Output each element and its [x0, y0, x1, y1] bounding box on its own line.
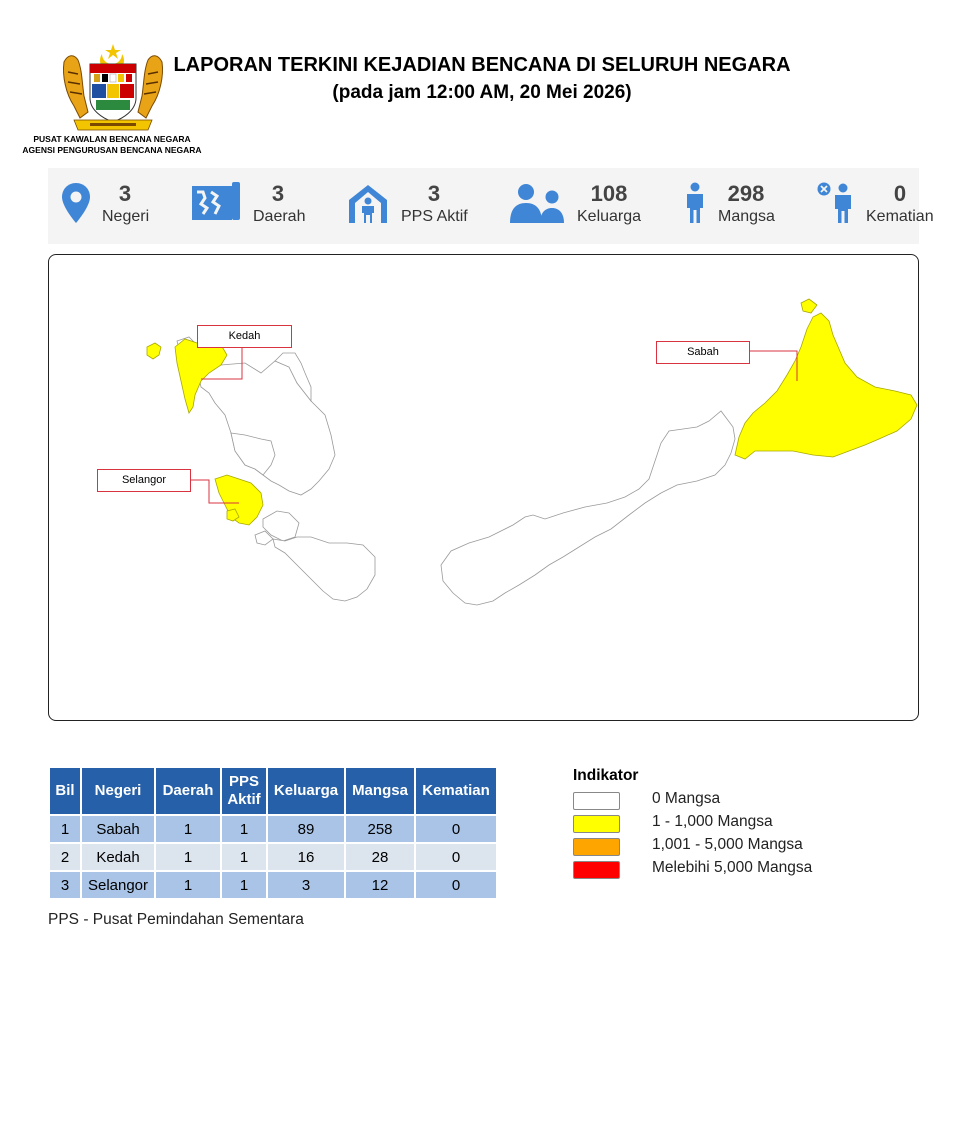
cell-daerah: 1 — [156, 844, 220, 870]
cell-keluarga: 16 — [268, 844, 344, 870]
stat-pps-value: 3 — [427, 181, 441, 206]
cell-mangsa: 258 — [346, 816, 414, 842]
header-negeri: Negeri — [82, 768, 154, 814]
table-header-row — [50, 768, 496, 814]
cell-kematian: 0 — [416, 844, 496, 870]
stat-keluarga-label: Keluarga — [577, 208, 642, 225]
legend-label-3: Melebihi 5,000 Mangsa — [652, 859, 813, 876]
stat-mangsa-label: Mangsa — [718, 208, 775, 225]
cell-pps-aktif: 1 — [222, 816, 266, 842]
org-name-line-1: PUSAT KAWALAN BENCANA NEGARA — [33, 134, 191, 144]
map-label-kedah: Kedah — [197, 325, 292, 348]
map-label-selangor: Selangor — [97, 469, 191, 492]
report-subtitle: (pada jam 12:00 AM, 20 Mei 2026) — [332, 82, 632, 103]
cell-bil: 1 — [50, 816, 80, 842]
death-icon — [817, 182, 855, 229]
legend-swatch-3 — [573, 861, 620, 879]
legend-label-2: 1,001 - 5,000 Mangsa — [652, 836, 803, 853]
legend-swatch-0 — [573, 792, 620, 810]
header-bil: Bil — [50, 768, 80, 814]
legend-swatch-1 — [573, 815, 620, 833]
org-name-line-2: AGENSI PENGURUSAN BENCANA NEGARA — [22, 145, 202, 155]
cell-pps-aktif: 1 — [222, 844, 266, 870]
cell-negeri: Selangor — [82, 872, 154, 898]
stat-kematian-label: Kematian — [866, 208, 934, 225]
header-kematian: Kematian — [416, 768, 496, 814]
legend-label-0: 0 Mangsa — [652, 790, 721, 807]
stat-kematian-value: 0 — [893, 181, 907, 206]
malaysia-disaster-map — [48, 254, 919, 721]
table-row — [50, 816, 496, 842]
table-row — [50, 872, 496, 898]
cell-negeri: Kedah — [82, 844, 154, 870]
disaster-summary-table — [48, 766, 498, 900]
map-pin-icon — [61, 182, 91, 229]
map-region-langkawi — [147, 343, 161, 359]
header-pps-aktif-text: PPS Aktif — [227, 773, 261, 808]
legend-title: Indikator — [573, 767, 639, 784]
legend-label-1: 1 - 1,000 Mangsa — [652, 813, 773, 830]
header-keluarga: Keluarga — [268, 768, 344, 814]
stat-negeri-value: 3 — [118, 181, 132, 206]
cell-keluarga: 89 — [268, 816, 344, 842]
stat-daerah-label: Daerah — [253, 208, 306, 225]
stat-pps-label: PPS Aktif — [401, 208, 468, 225]
cell-mangsa: 12 — [346, 872, 414, 898]
cell-bil: 3 — [50, 872, 80, 898]
map-region-sabah — [735, 313, 917, 459]
stat-keluarga-value: 108 — [590, 181, 628, 206]
report-title: LAPORAN TERKINI KEJADIAN BENCANA DI SELURUH NEGARA — [173, 54, 791, 76]
cell-daerah: 1 — [156, 872, 220, 898]
shelter-icon — [347, 182, 389, 229]
stat-daerah-value: 3 — [271, 181, 285, 206]
malaysia-coat-of-arms-icon — [60, 42, 166, 132]
stats-bar — [48, 168, 934, 244]
cell-daerah: 1 — [156, 816, 220, 842]
cell-mangsa: 28 — [346, 844, 414, 870]
map-region-selangor — [215, 475, 263, 525]
map-region-sabah-island — [801, 299, 817, 313]
district-map-icon — [191, 182, 241, 227]
unaffected-states — [177, 337, 735, 605]
pps-footnote: PPS - Pusat Pemindahan Sementara — [48, 911, 304, 928]
stat-mangsa-value: 298 — [727, 181, 765, 206]
cell-kematian: 0 — [416, 816, 496, 842]
cell-negeri: Sabah — [82, 816, 154, 842]
map-label-sabah: Sabah — [656, 341, 750, 364]
family-icon — [510, 183, 566, 228]
legend-swatch-2 — [573, 838, 620, 856]
person-icon — [684, 182, 706, 229]
table-row — [50, 844, 496, 870]
header-pps-aktif — [222, 768, 266, 814]
cell-kematian: 0 — [416, 872, 496, 898]
stat-negeri-label: Negeri — [102, 208, 150, 225]
cell-bil: 2 — [50, 844, 80, 870]
header-daerah: Daerah — [156, 768, 220, 814]
cell-keluarga: 3 — [268, 872, 344, 898]
cell-pps-aktif: 1 — [222, 872, 266, 898]
header-mangsa: Mangsa — [346, 768, 414, 814]
